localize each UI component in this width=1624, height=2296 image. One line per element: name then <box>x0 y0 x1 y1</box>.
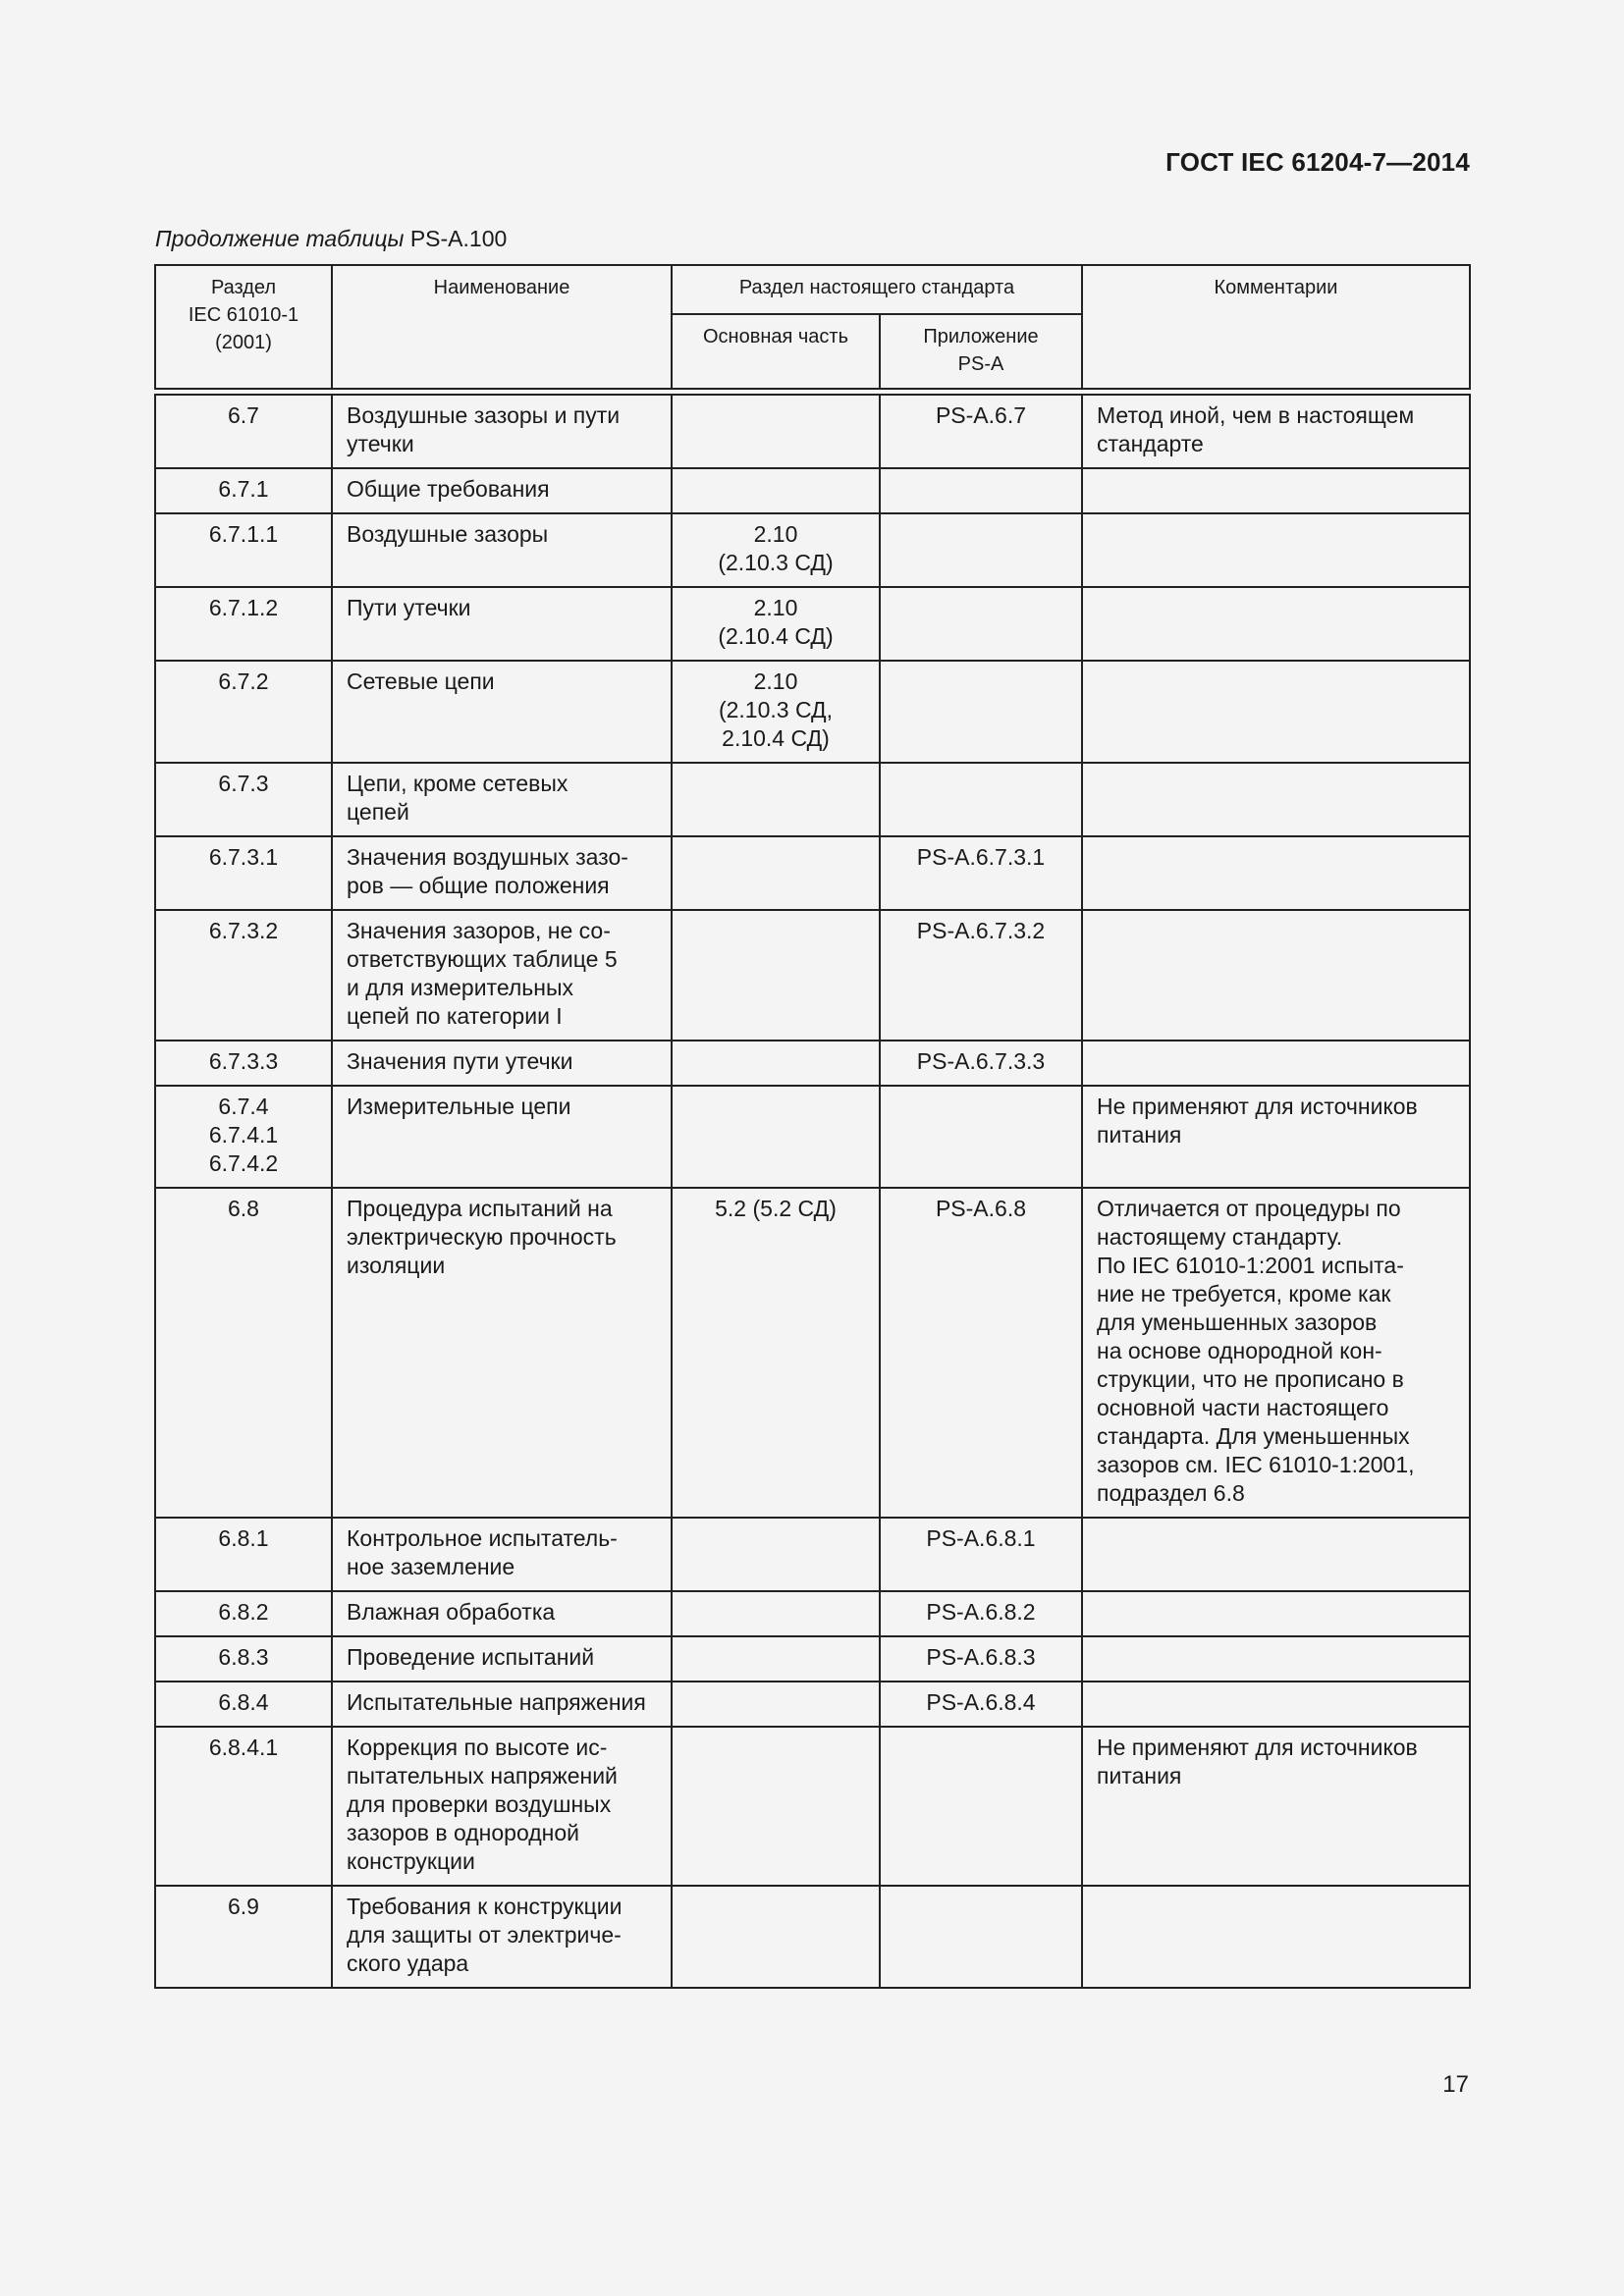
cell-section: 6.7 <box>155 395 332 468</box>
cell-comment <box>1082 910 1470 1041</box>
header-name: Наименование <box>332 265 672 389</box>
cell-comment <box>1082 661 1470 763</box>
cell-name: Значения воздушных зазо- ров — общие положения <box>332 836 672 910</box>
cell-section: 6.7.3 <box>155 763 332 836</box>
cell-section: 6.8.4.1 <box>155 1727 332 1886</box>
table-row <box>155 1636 1470 1682</box>
cell-section: 6.8.4 <box>155 1682 332 1727</box>
cell-name: Измерительные цепи <box>332 1086 672 1188</box>
table-body <box>155 389 1470 1988</box>
cell-section: 6.8.2 <box>155 1591 332 1636</box>
cell-annex: PS-A.6.8 <box>880 1188 1082 1518</box>
cell-annex <box>880 763 1082 836</box>
caption-continuation-label: Продолжение таблицы <box>155 226 405 251</box>
cell-main-part <box>672 1591 880 1636</box>
cell-name: Значения пути утечки <box>332 1041 672 1086</box>
cell-annex: PS-A.6.7.3.2 <box>880 910 1082 1041</box>
table-row <box>155 661 1470 763</box>
cell-main-part <box>672 1682 880 1727</box>
table-row <box>155 1682 1470 1727</box>
cell-annex <box>880 661 1082 763</box>
cell-comment <box>1082 1636 1470 1682</box>
cell-name: Коррекция по высоте ис- пытательных напряжений для проверки воздушных зазоров в однородной конструкции <box>332 1727 672 1886</box>
cell-comment <box>1082 1591 1470 1636</box>
cell-annex: PS-A.6.7.3.1 <box>880 836 1082 910</box>
document-standard-id: ГОСТ IEC 61204-7—2014 <box>1165 147 1470 177</box>
cell-main-part <box>672 1041 880 1086</box>
table-row <box>155 1518 1470 1591</box>
cell-name: Процедура испытаний на электрическую прочность изоляции <box>332 1188 672 1518</box>
cell-comment: Не применяют для источников питания <box>1082 1086 1470 1188</box>
cell-annex: PS-A.6.8.2 <box>880 1591 1082 1636</box>
cell-comment <box>1082 1518 1470 1591</box>
cell-main-part <box>672 836 880 910</box>
cell-main-part <box>672 910 880 1041</box>
cell-section: 6.8.1 <box>155 1518 332 1591</box>
cell-comment <box>1082 587 1470 661</box>
table-row <box>155 395 1470 468</box>
cell-name: Проведение испытаний <box>332 1636 672 1682</box>
header-standard-section: Раздел настоящего стандарта <box>672 265 1082 314</box>
cell-annex: PS-A.6.8.3 <box>880 1636 1082 1682</box>
cell-main-part <box>672 395 880 468</box>
cell-section: 6.7.1 <box>155 468 332 513</box>
header-section: Раздел IEC 61010-1 (2001) <box>155 265 332 389</box>
cell-section: 6.8.3 <box>155 1636 332 1682</box>
cell-main-part: 2.10 (2.10.4 СД) <box>672 587 880 661</box>
header-main-part: Основная часть <box>672 314 880 389</box>
table-row <box>155 1188 1470 1518</box>
cell-main-part <box>672 763 880 836</box>
cell-name: Влажная обработка <box>332 1591 672 1636</box>
cell-section: 6.7.4 6.7.4.1 6.7.4.2 <box>155 1086 332 1188</box>
cell-main-part <box>672 468 880 513</box>
cell-section: 6.7.2 <box>155 661 332 763</box>
cell-section: 6.7.1.2 <box>155 587 332 661</box>
cell-section: 6.7.3.3 <box>155 1041 332 1086</box>
table-row <box>155 468 1470 513</box>
cell-comment: Отличается от процедуры по настоящему стандарту. По IEC 61010-1:2001 испыта- ние не требуется, кроме как для уменьшенных зазоров на основе однородной кон- струкции, что не прописано в основной части настоящего стандарта. Для уменьшенных зазоров см. IEC 61010-1:2001, подраздел 6.8 <box>1082 1188 1470 1518</box>
cell-annex <box>880 513 1082 587</box>
cell-name: Воздушные зазоры и пути утечки <box>332 395 672 468</box>
cell-main-part <box>672 1086 880 1188</box>
header-comments: Комментарии <box>1082 265 1470 389</box>
cell-main-part: 5.2 (5.2 СД) <box>672 1188 880 1518</box>
cell-annex: PS-A.6.7 <box>880 395 1082 468</box>
cell-comment: Метод иной, чем в настоящем стандарте <box>1082 395 1470 468</box>
cell-name: Общие требования <box>332 468 672 513</box>
cell-section: 6.7.1.1 <box>155 513 332 587</box>
cell-comment <box>1082 1682 1470 1727</box>
cell-comment <box>1082 468 1470 513</box>
cell-comment: Не применяют для источников питания <box>1082 1727 1470 1886</box>
cell-main-part <box>672 1886 880 1988</box>
table-caption <box>155 226 507 252</box>
cell-main-part <box>672 1518 880 1591</box>
table-row <box>155 1086 1470 1188</box>
table-row <box>155 910 1470 1041</box>
cell-name: Испытательные напряжения <box>332 1682 672 1727</box>
cell-name: Значения зазоров, не со- ответствующих таблице 5 и для измерительных цепей по категории I <box>332 910 672 1041</box>
cell-main-part <box>672 1727 880 1886</box>
cell-name: Контрольное испытатель- ное заземление <box>332 1518 672 1591</box>
cell-annex <box>880 468 1082 513</box>
cell-comment <box>1082 1886 1470 1988</box>
cell-section: 6.9 <box>155 1886 332 1988</box>
cell-annex: PS-A.6.8.1 <box>880 1518 1082 1591</box>
table-row <box>155 587 1470 661</box>
cell-comment <box>1082 836 1470 910</box>
cell-name: Цепи, кроме сетевых цепей <box>332 763 672 836</box>
cell-section: 6.7.3.1 <box>155 836 332 910</box>
table-row <box>155 1886 1470 1988</box>
cell-comment <box>1082 763 1470 836</box>
caption-table-id: PS-A.100 <box>409 226 508 251</box>
cell-annex <box>880 1727 1082 1886</box>
table-row <box>155 513 1470 587</box>
table-row <box>155 836 1470 910</box>
table-row <box>155 1591 1470 1636</box>
cell-section: 6.8 <box>155 1188 332 1518</box>
table-row <box>155 1041 1470 1086</box>
cell-name: Сетевые цепи <box>332 661 672 763</box>
cell-section: 6.7.3.2 <box>155 910 332 1041</box>
cell-main-part: 2.10 (2.10.3 СД) <box>672 513 880 587</box>
table-row <box>155 1727 1470 1886</box>
cell-comment <box>1082 513 1470 587</box>
cell-name: Требования к конструкции для защиты от электриче- ского удара <box>332 1886 672 1988</box>
cell-main-part: 2.10 (2.10.3 СД, 2.10.4 СД) <box>672 661 880 763</box>
cell-comment <box>1082 1041 1470 1086</box>
cell-annex <box>880 587 1082 661</box>
cell-annex <box>880 1886 1082 1988</box>
cell-annex: PS-A.6.7.3.3 <box>880 1041 1082 1086</box>
cell-name: Воздушные зазоры <box>332 513 672 587</box>
cell-name: Пути утечки <box>332 587 672 661</box>
header-annex: Приложение PS-A <box>880 314 1082 389</box>
comparison-table <box>154 264 1471 1989</box>
cell-annex <box>880 1086 1082 1188</box>
table-row <box>155 763 1470 836</box>
cell-annex: PS-A.6.8.4 <box>880 1682 1082 1727</box>
cell-main-part <box>672 1636 880 1682</box>
page-number: 17 <box>1442 2071 1469 2098</box>
